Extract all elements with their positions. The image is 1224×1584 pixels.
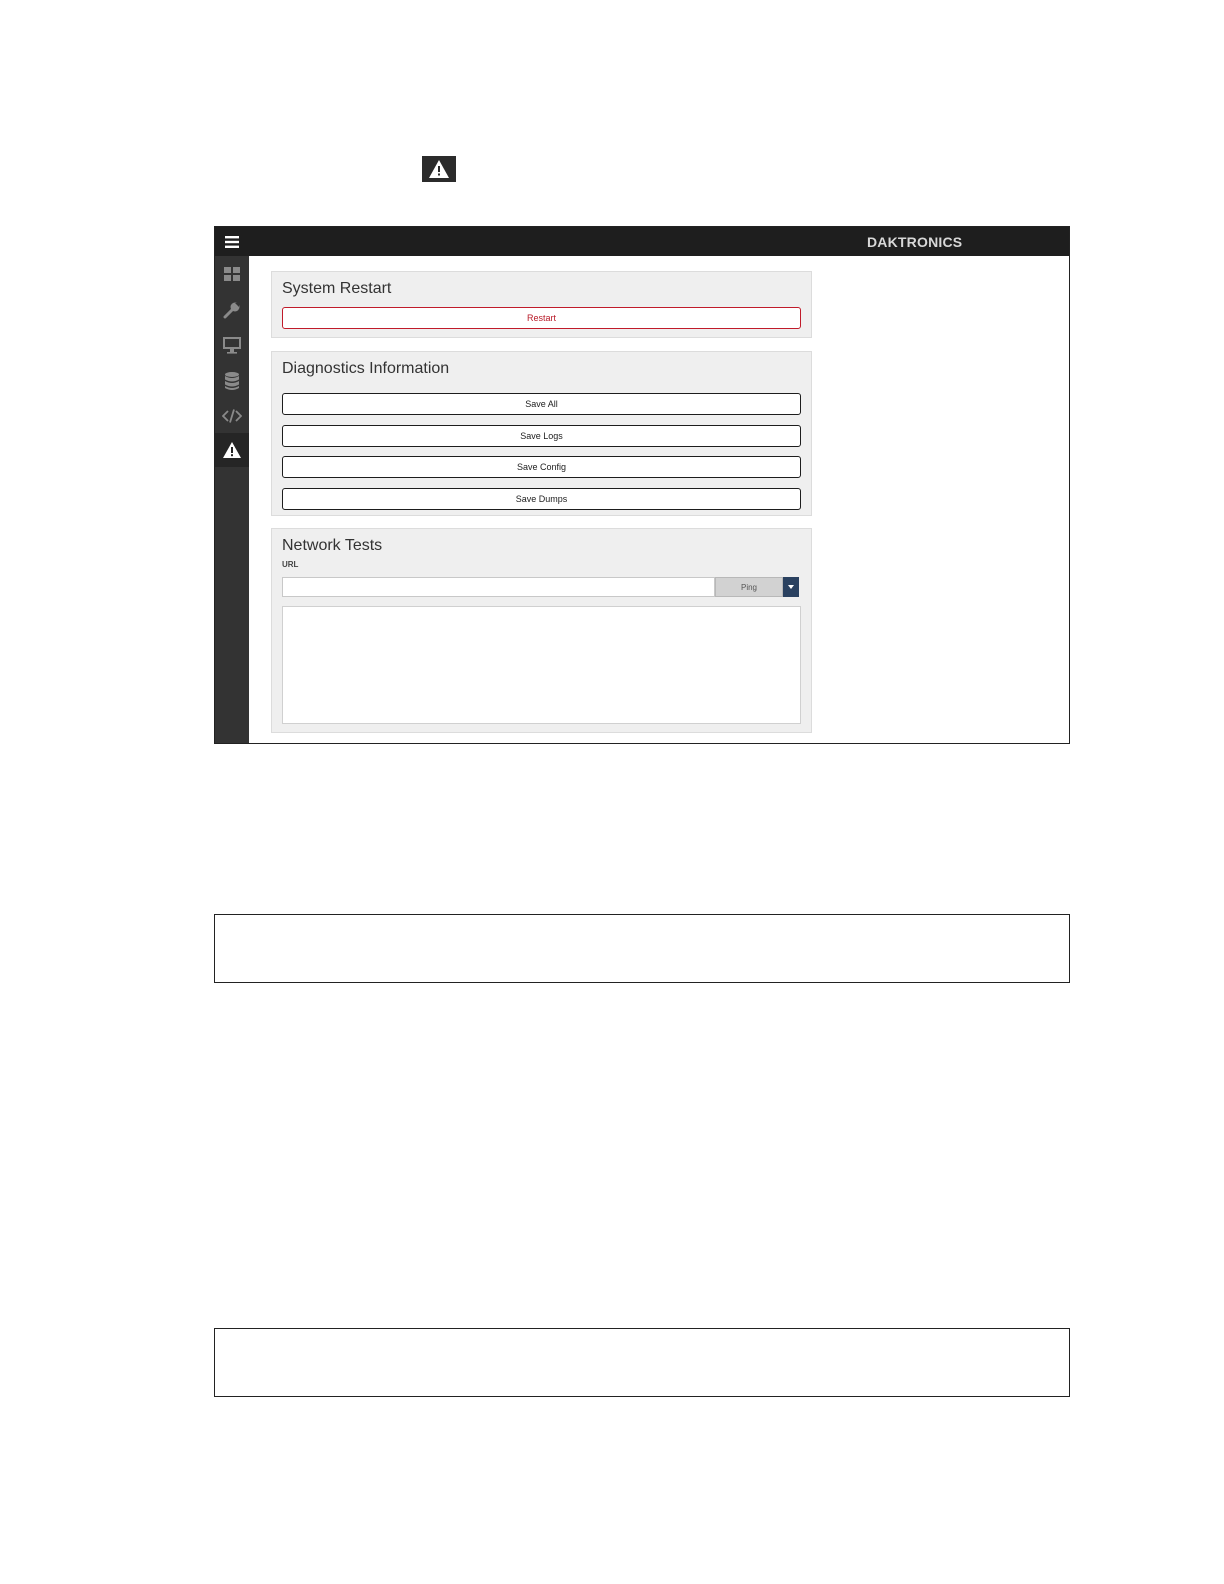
brand-logo: DAKTRONICS: [867, 234, 963, 250]
ping-button[interactable]: Ping: [715, 577, 783, 597]
sidebar: [215, 256, 249, 744]
diagnostics-title: Diagnostics Information: [282, 360, 450, 377]
sidebar-item-display[interactable]: [215, 328, 249, 362]
chevron-down-icon: [787, 584, 795, 590]
hamburger-icon: [224, 235, 240, 249]
sidebar-item-dashboard[interactable]: [215, 257, 249, 291]
top-bar: [215, 227, 1069, 256]
system-restart-title: System Restart: [282, 280, 392, 297]
database-icon: [224, 371, 240, 391]
save-logs-button[interactable]: Save Logs: [282, 425, 801, 447]
save-all-button[interactable]: Save All: [282, 393, 801, 415]
document-box: [214, 914, 1070, 983]
main-content: [249, 256, 1069, 743]
restart-button[interactable]: Restart: [282, 307, 801, 329]
ping-dropdown-button[interactable]: [783, 577, 799, 597]
save-dumps-button[interactable]: Save Dumps: [282, 488, 801, 510]
document-box: [214, 1328, 1070, 1397]
system-restart-panel: [271, 271, 812, 338]
url-label: URL: [282, 560, 299, 569]
diagnostics-panel: [271, 351, 812, 516]
monitor-icon: [222, 336, 242, 354]
warning-icon: [422, 156, 456, 182]
network-tests-title: Network Tests: [282, 537, 383, 554]
sidebar-item-settings[interactable]: [215, 293, 249, 327]
app-window: [214, 226, 1070, 744]
wrench-icon: [223, 301, 241, 319]
sidebar-item-troubleshooting[interactable]: [215, 433, 249, 467]
warning-icon: [222, 441, 242, 459]
dashboard-icon: [223, 266, 241, 282]
network-tests-panel: [271, 528, 812, 733]
save-config-button[interactable]: Save Config: [282, 456, 801, 478]
url-input[interactable]: [282, 577, 715, 597]
network-test-output[interactable]: [282, 606, 801, 724]
sidebar-item-developer[interactable]: [215, 399, 249, 433]
sidebar-item-data[interactable]: [215, 364, 249, 398]
code-icon: [222, 408, 242, 424]
hamburger-menu-button[interactable]: [221, 232, 243, 252]
